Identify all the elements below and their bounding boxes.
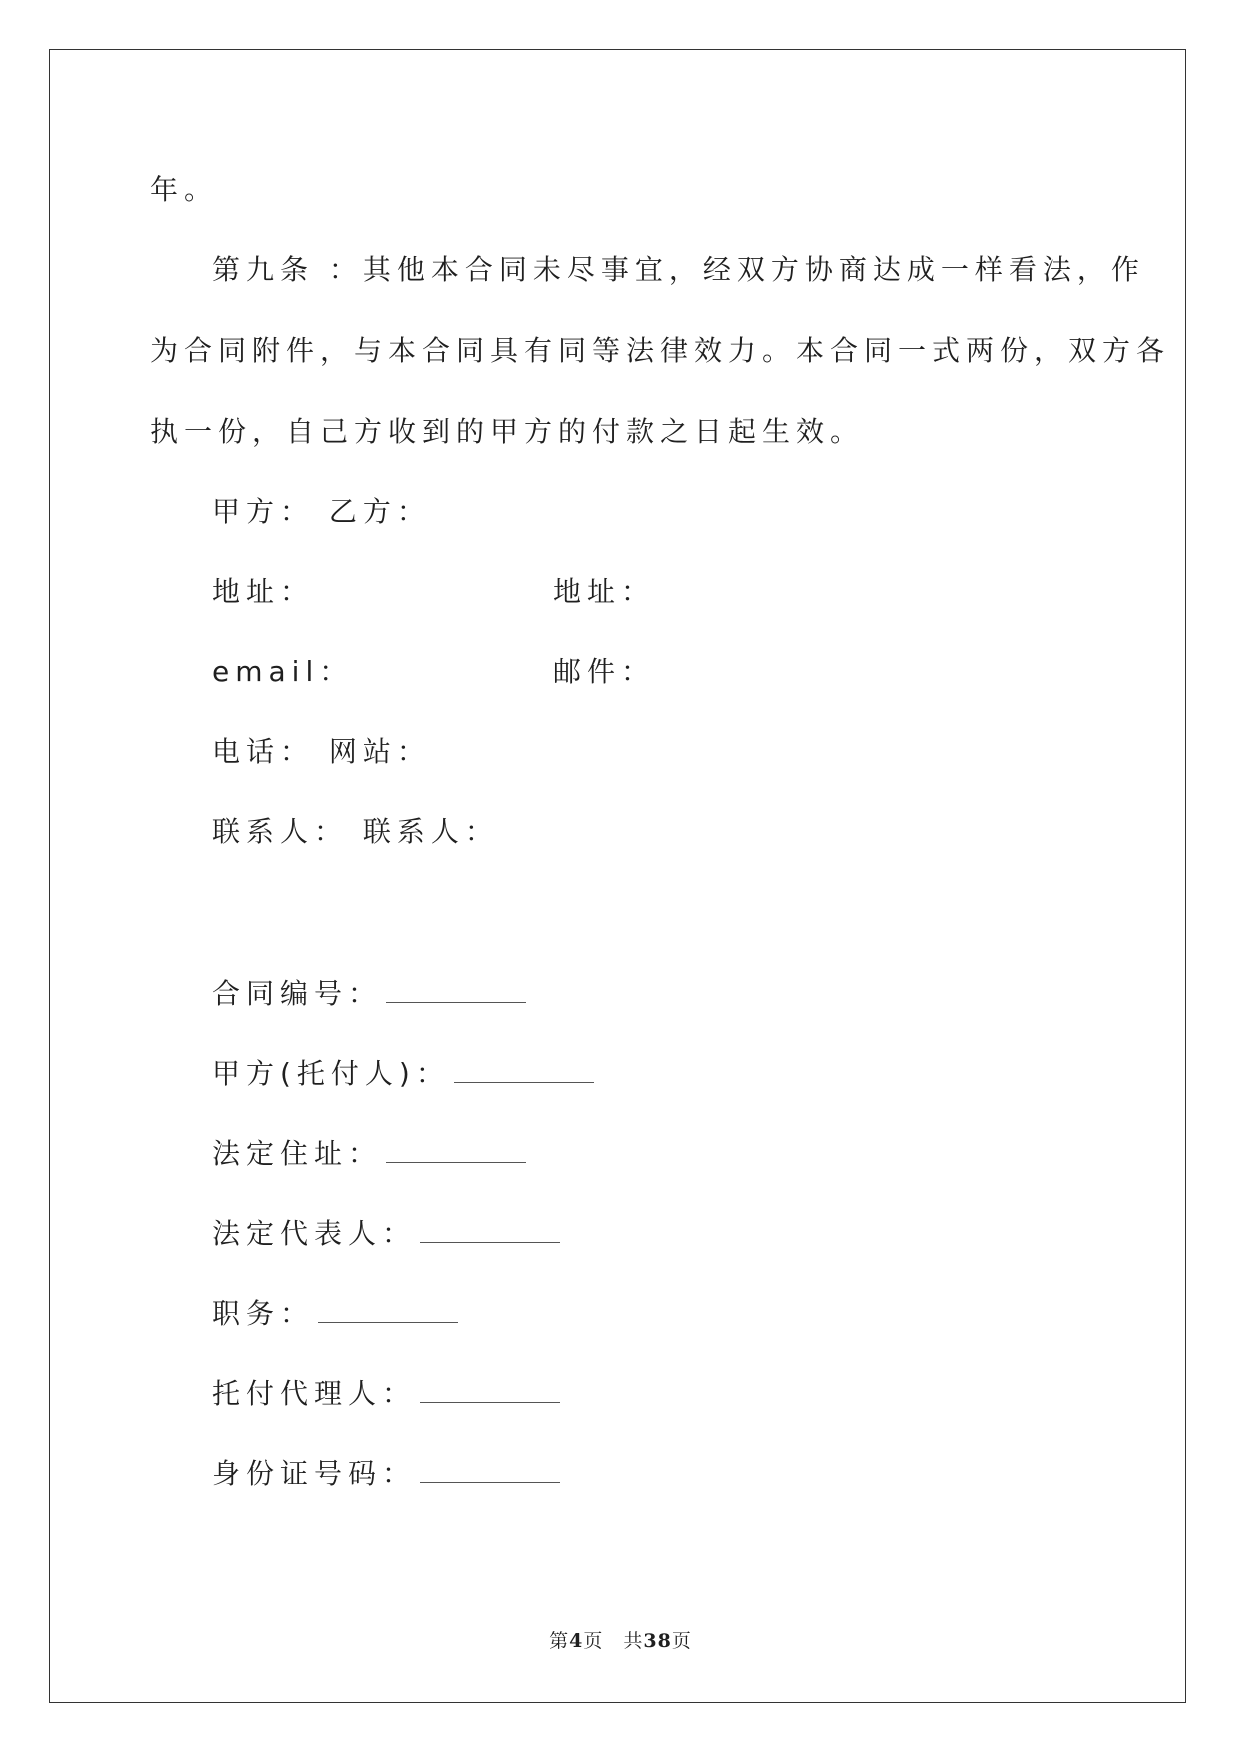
body-line-4: 执一份，自己方收到的甲方的付款之日起生效。 xyxy=(150,415,865,448)
page-footer xyxy=(0,1626,1241,1653)
footer-suffix: 页 xyxy=(671,1630,692,1652)
phone-line: 电话： 网站： xyxy=(212,735,431,768)
legal-rep-blank xyxy=(420,1220,560,1243)
footer-total-pages: 38 xyxy=(643,1630,672,1652)
party-line: 甲方： 乙方： xyxy=(212,495,431,528)
form-party-a xyxy=(212,1057,594,1090)
form-legal-address-label: 法定住址： xyxy=(212,1137,383,1170)
body-line-3: 为合同附件，与本合同具有同等法律效力。本合同一式两份，双方各 xyxy=(150,334,1171,367)
form-legal-address xyxy=(212,1137,526,1170)
form-position-label: 职务： xyxy=(212,1297,315,1330)
form-party-a-label: 甲方(托付人)： xyxy=(212,1057,450,1090)
agent-blank xyxy=(420,1380,560,1403)
contract-no-blank xyxy=(386,980,526,1003)
body-line-1: 年。 xyxy=(150,173,219,206)
party-a-blank xyxy=(454,1060,594,1083)
email-a: email： xyxy=(212,655,354,688)
legal-address-blank xyxy=(386,1140,526,1163)
form-id-number xyxy=(212,1457,560,1490)
form-agent-label: 托付代理人： xyxy=(212,1377,417,1410)
address-b: 地址： xyxy=(553,575,656,608)
address-a: 地址： xyxy=(212,575,315,608)
id-number-blank xyxy=(420,1460,560,1483)
email-b: 邮件： xyxy=(553,655,656,688)
footer-page-number: 4 xyxy=(569,1630,584,1652)
form-legal-rep-label: 法定代表人： xyxy=(212,1217,417,1250)
footer-prefix: 第 xyxy=(549,1630,570,1652)
form-legal-rep xyxy=(212,1217,560,1250)
form-agent xyxy=(212,1377,560,1410)
body-line-2: 第九条 ：其他本合同未尽事宜，经双方协商达成一样看法，作 xyxy=(212,253,1145,286)
form-id-number-label: 身份证号码： xyxy=(212,1457,417,1490)
contact-line: 联系人： 联系人： xyxy=(212,815,499,848)
position-blank xyxy=(318,1300,458,1323)
form-contract-no xyxy=(212,977,526,1010)
page-frame xyxy=(49,49,1186,1703)
footer-mid: 页 共 xyxy=(583,1630,644,1652)
form-position xyxy=(212,1297,458,1330)
form-contract-no-label: 合同编号： xyxy=(212,977,383,1010)
